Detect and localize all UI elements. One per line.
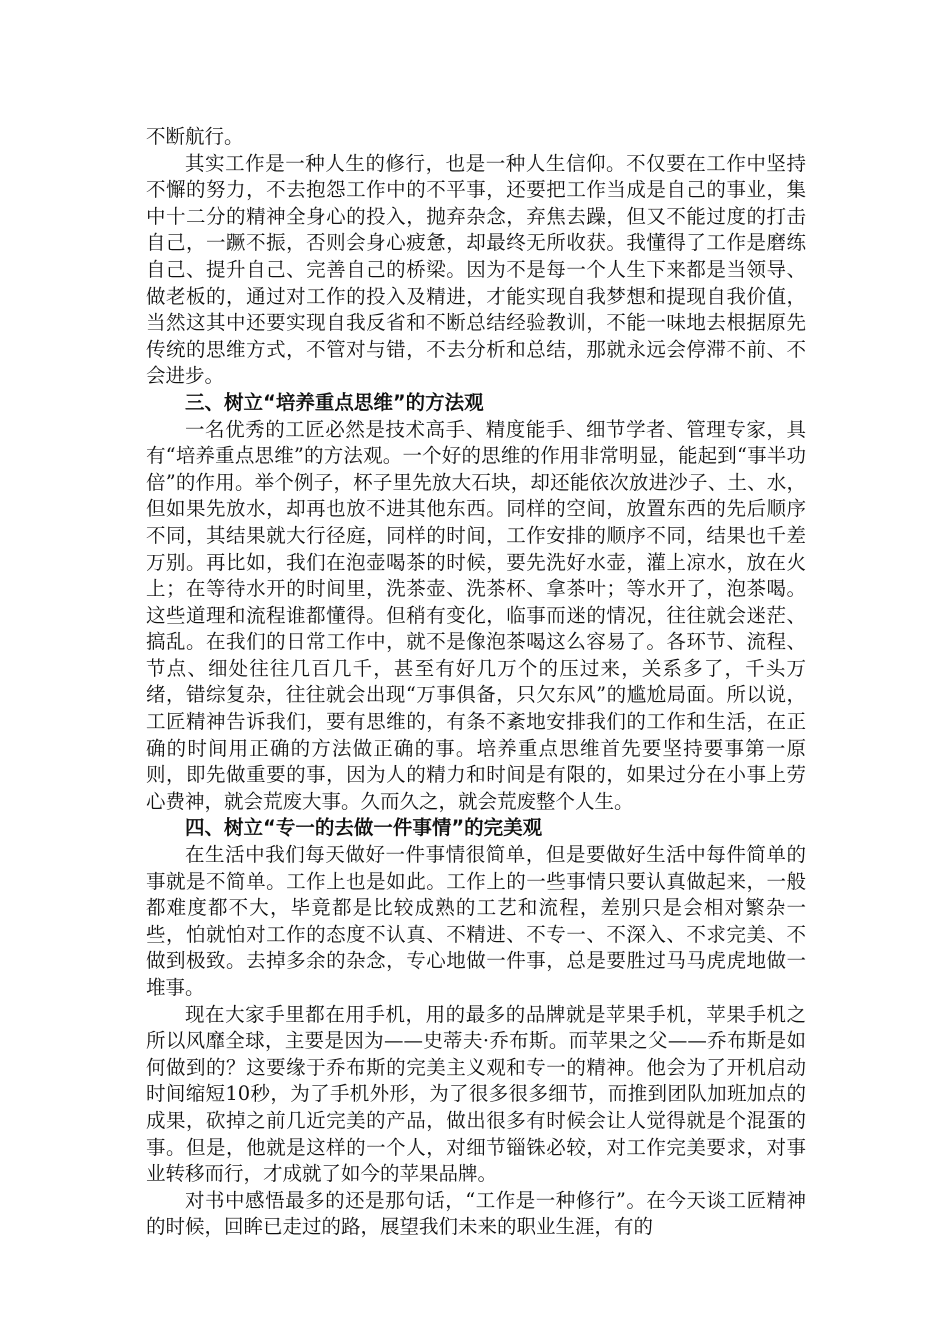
paragraph-key-thinking: 一名优秀的工匠必然是技术高手、精度能手、细节学者、管理专家，具有“培养重点思维”的方法观。一个好的思维的作用非常明显，能起到“事半功倍”的作用。举个例子，杯子里先放大石块，却还能依次放进沙子、土、水，但如果先放水，却再也放不进其他东西。同样的空间，放置东西的先后顺序不同，其结果就大行径庭，同样的时间，工作安排的顺序不同，结果也千差万别。再比如，我们在泡壶喝茶的时候，要先洗好水壶，灌上凉水，放在火上；在等待水开的时间里，洗茶壶、洗茶杯、拿茶叶；等水开了，泡茶喝。这些道理和流程谁都懂得。但稍有变化，临事而迷的情况，往往就会迷茫、搞乱。在我们的日常工作中，就不是像泡茶喝这么容易了。各环节、流程、节点、细处往往几百几千，甚至有好几万个的压过来，关系多了，千头万绪，错综复杂，往往就会出现“万事俱备，只欠东风”的尴尬局面。所以说，工匠精神告诉我们，要有思维的，有条不紊地安排我们的工作和生活，在正确的时间用正确的方法做正确的事。培养重点思维首先要坚持要事第一原则，即先做重要的事，因为人的精力和时间是有限的，如果过分在小事上劳心费神，就会荒废大事。久而久之，就会荒废整个人生。: [146, 417, 806, 813]
paragraph-work-as-practice: 其实工作是一种人生的修行，也是一种人生信仰。不仅要在工作中坚持不懈的努力，不去抱怨工作中的不平事，还要把工作当成是自己的事业，集中十二分的精神全身心的投入，抛弃杂念，弃焦去躁，但又不能过度的打击自己，一蹶不振，否则会身心疲惫，却最终无所收获。我懂得了工作是磨练自己、提升自己、完善自己的桥梁。因为不是每一个人生下来都是当领导、做老板的，通过对工作的投入及精进，才能实现自我梦想和提现自我价值，当然这其中还要实现自我反省和不断总结经验教训，不能一味地去根据原先传统的思维方式，不管对与错，不去分析和总结，那就永远会停滞不前、不会进步。: [146, 151, 806, 388]
paragraph-closing: 对书中感悟最多的还是那句话，“工作是一种修行”。在今天谈工匠精神的时候，回眸已走过的路，展望我们未来的职业生涯，有的: [146, 1188, 806, 1239]
section-heading-3: 三、树立“培养重点思维”的方法观: [185, 390, 484, 414]
section-heading-4: 四、树立“专一的去做一件事情”的完美观: [185, 816, 543, 840]
document-body: [146, 124, 806, 1241]
paragraph-focus-one-thing: 在生活中我们每天做好一件事情很简单，但是要做好生活中每件简单的事就是不简单。工作上也是如此。工作上的一些事情只要认真做起来，一般都难度都不大，毕竟都是比较成熟的工艺和流程，差别只是会相对繁杂一些，怕就怕对工作的态度不认真、不精进、不专一、不深入、不求完美、不做到极致。去掉多余的杂念，专心地做一件事，总是要胜过马马虎虎地做一堆事。: [146, 843, 806, 999]
paragraph-continuation: 不断航行。: [146, 125, 244, 148]
paragraph-apple-example: 现在大家手里都在用手机，用的最多的品牌就是苹果手机，苹果手机之所以风靡全球，主要是因为——史蒂夫·乔布斯。而苹果之父——乔布斯是如何做到的？这要缘于乔布斯的完美主义观和专一的精神。他会为了开机启动时间缩短10秒，为了手机外形，为了很多很多细节，而推到团队加班加点的成果，砍掉之前几近完美的产品，做出很多有时候会让人觉得就是个混蛋的事。但是，他就是这样的一个人，对细节锱铢必较，对工作完美要求，对事业转移而行，才成就了如今的苹果品牌。: [146, 1002, 806, 1186]
